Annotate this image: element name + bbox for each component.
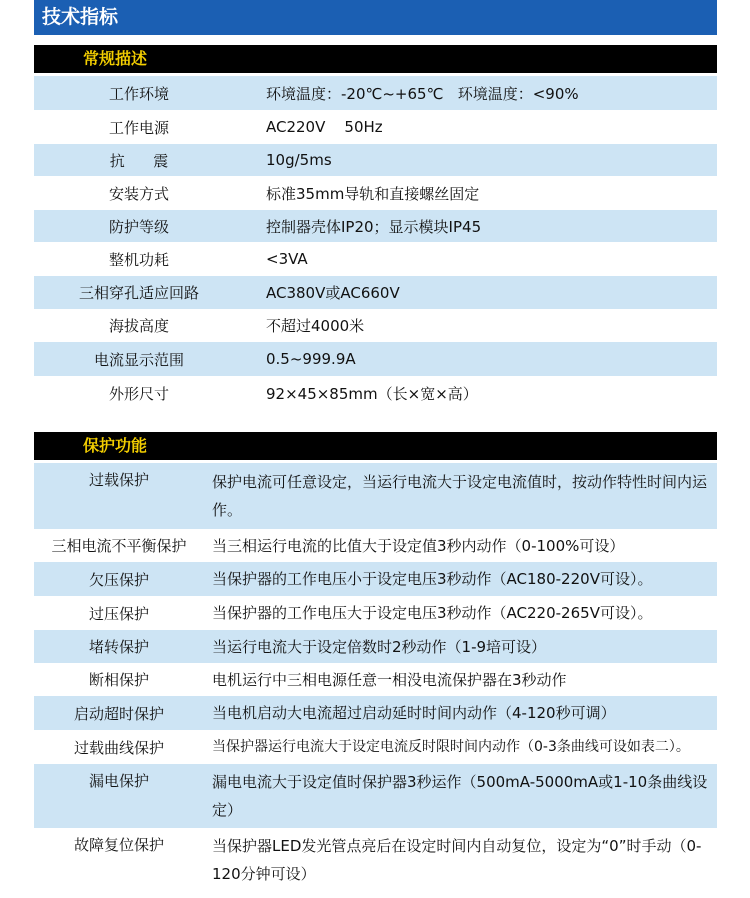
protection-label: 过载曲线保护 [73, 738, 164, 757]
spec-row [34, 309, 717, 342]
spec-label: 三相穿孔适应回路 [78, 284, 199, 302]
protection-value: 当电机启动大电流超过启动延时时间内动作（4-120秒可调） [212, 704, 616, 722]
protection-row [34, 764, 717, 828]
protection-label: 欠压保护 [88, 570, 149, 589]
page-title: 技术指标 [42, 6, 119, 28]
protection-row [34, 596, 717, 630]
protection-label: 启动超时保护 [73, 704, 164, 723]
protection-label: 过压保护 [88, 604, 149, 623]
protection-value: 漏电电流大于设定值时保护器3秒运作（500mA-5000mA或1-10条曲线设定） [212, 773, 708, 819]
protection-value: 当运行电流大于设定倍数时2秒动作（1-9培可设） [212, 637, 547, 656]
page-header [34, 0, 717, 35]
protection-label: 故障复位保护 [73, 836, 164, 854]
spec-label: 整机功耗 [108, 250, 169, 269]
section-title: 常规描述 [83, 49, 148, 68]
protection-row [34, 730, 717, 764]
spec-row [34, 176, 717, 210]
spec-value: 控制器壳体IP20；显示模块IP45 [266, 217, 482, 236]
spec-value: 10g/5ms [266, 151, 332, 169]
protection-value: 当三相运行电流的比值大于设定值3秒内动作（0-100%可设） [212, 536, 625, 555]
protection-value: 保护电流可任意设定，当运行电流大于设定电流值时，按动作特性时间内运作。 [212, 473, 708, 519]
protection-value: 当保护器LED发光管点亮后在设定时间内自动复位，设定为“0”时手动（0-120分钟可设） [212, 837, 702, 883]
protection-value: 当保护器的工作电压大于设定电压3秒动作（AC220-265V可设）。 [212, 604, 653, 622]
spec-value: 环境温度：-20℃~+65℃ 环境温度：<90% [266, 84, 579, 103]
spec-row [34, 110, 717, 144]
spec-row [34, 76, 717, 110]
spec-value: AC380V或AC660V [266, 284, 400, 302]
spec-value: 标准35mm导轨和直接螺丝固定 [266, 184, 480, 203]
spec-row [34, 342, 717, 376]
protection-label: 断相保护 [88, 671, 149, 689]
spec-row [34, 144, 717, 176]
protection-label: 漏电保护 [88, 772, 149, 790]
protection-label: 堵转保护 [88, 638, 149, 656]
spec-row [34, 242, 717, 276]
spec-value: <3VA [266, 250, 308, 268]
spec-value: 不超过4000米 [266, 317, 365, 335]
spec-value: AC220V 50Hz [266, 118, 383, 136]
spec-label: 海拔高度 [108, 317, 169, 335]
spec-label: 抗 震 [109, 151, 169, 170]
protection-value: 当保护器的工作电压小于设定电压3秒动作（AC180-220V可设）。 [212, 570, 653, 588]
section-header-general [34, 45, 717, 73]
protection-row [34, 828, 717, 892]
spec-value: 0.5~999.9A [266, 350, 356, 368]
spec-label: 电流显示范围 [93, 350, 184, 369]
protection-row [34, 663, 717, 696]
spec-row [34, 376, 717, 410]
protection-value: 电机运行中三相电源任意一相没电流保护器在3秒动作 [212, 670, 567, 689]
spec-row [34, 276, 717, 309]
spec-label: 防护等级 [108, 217, 169, 236]
protection-label: 三相电流不平衡保护 [51, 537, 187, 555]
section-header-protection [34, 432, 717, 460]
protection-row [34, 696, 717, 730]
protection-row [34, 562, 717, 596]
spec-label: 工作电源 [108, 118, 169, 137]
protection-value: 当保护器运行电流大于设定电流反时限时间内动作（0-3条曲线可设如表二）。 [212, 739, 690, 755]
spec-label: 安装方式 [108, 184, 169, 203]
protection-row [34, 529, 717, 562]
spec-value: 92×45×85mm（长×宽×高） [266, 384, 478, 403]
protection-row [34, 463, 717, 529]
spec-label: 外形尺寸 [108, 384, 169, 403]
section-title: 保护功能 [83, 436, 148, 455]
protection-label: 过载保护 [88, 471, 149, 489]
protection-row [34, 630, 717, 663]
spec-row [34, 210, 717, 242]
spec-label: 工作环境 [108, 84, 169, 103]
